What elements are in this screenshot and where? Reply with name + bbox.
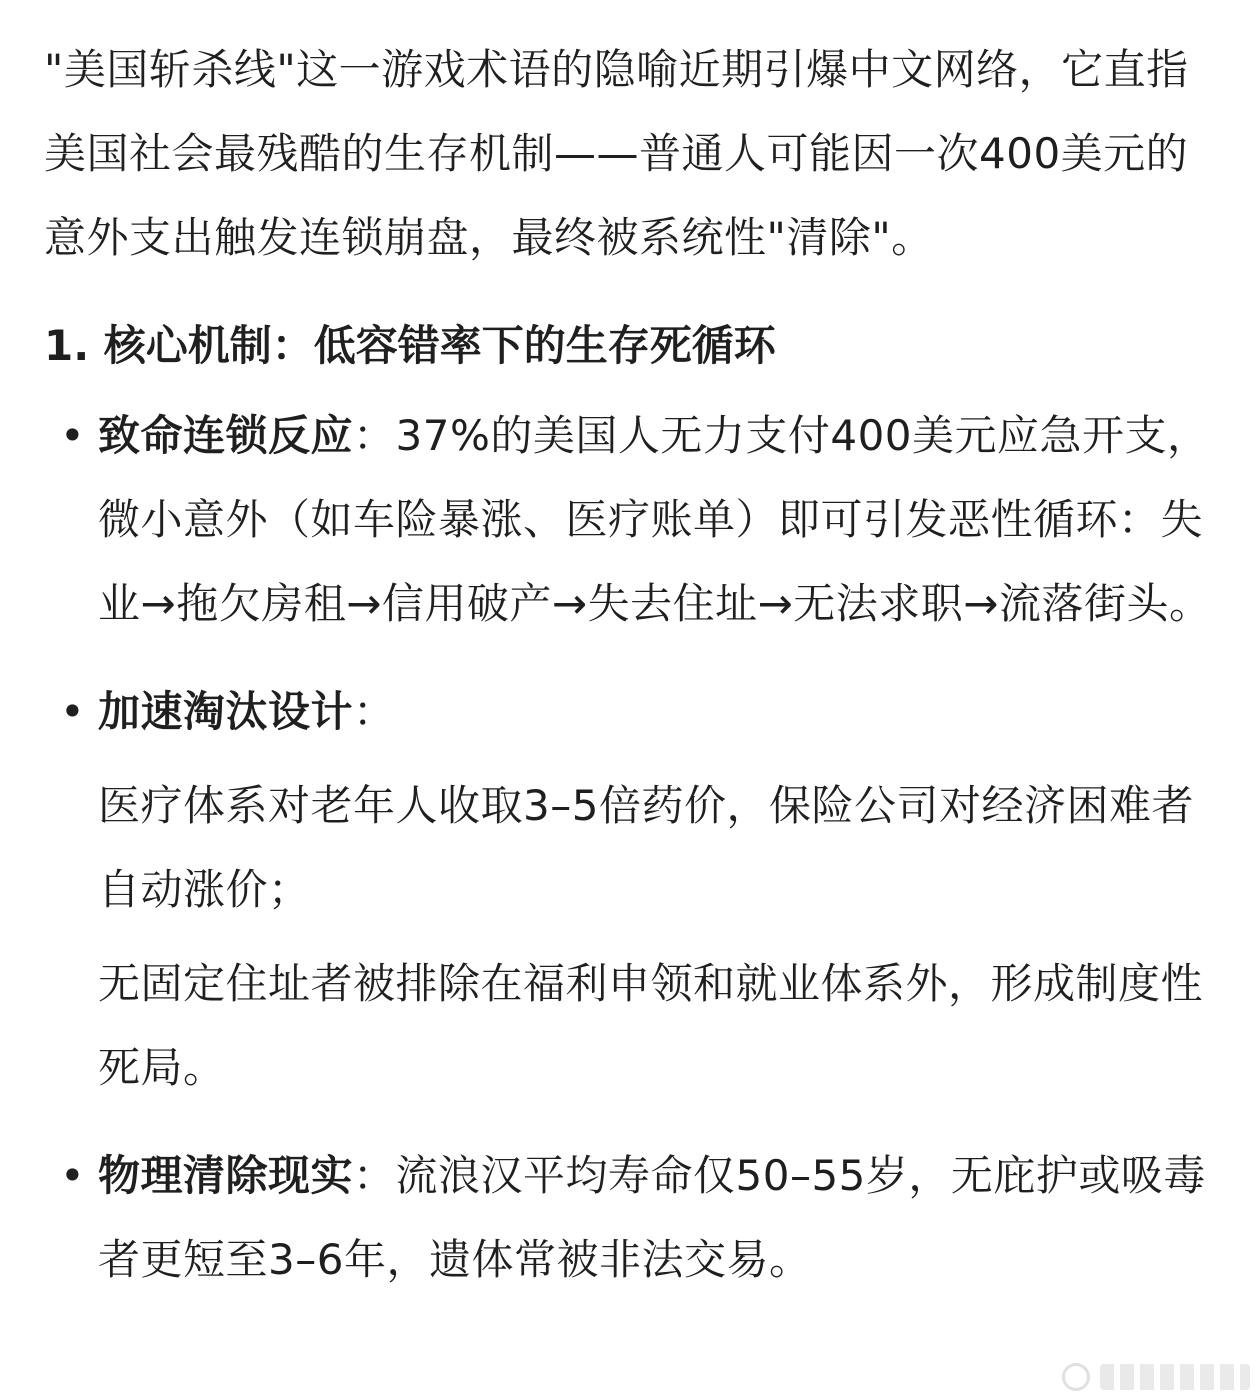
list-item-text [98, 670, 1214, 754]
list-item-physical-removal [44, 1134, 1214, 1302]
bullet-icon: • [60, 687, 85, 736]
watermark-handle-icon [1100, 1364, 1250, 1390]
list-item-subparagraph: 医疗体系对老年人收取3–5倍药价，保险公司对经济困难者自动涨价； [98, 781, 1194, 914]
list-item-text [98, 394, 1214, 646]
bullet-icon: • [60, 411, 85, 460]
list-item-body: ：37%的美国人无力支付400美元应急开支，微小意外（如车险暴涨、医疗账单）即可引发恶性循环：失业→拖欠房租→信用破产→失去住址→无法求职→流落街头。 [98, 411, 1212, 628]
watermark [1062, 1363, 1250, 1391]
section-heading: 1. 核心机制：低容错率下的生存死循环 [44, 321, 776, 370]
list-item-subparagraph: 无固定住址者被排除在福利申领和就业体系外，形成制度性死局。 [98, 959, 1204, 1092]
intro-paragraph: "美国斩杀线"这一游戏术语的隐喻近期引爆中文网络，它直指美国社会最残酷的生存机制——普通人可能因一次400美元的意外支出触发连锁崩盘，最终被系统性"清除"。 [44, 45, 1189, 262]
list-item-accelerated-elimination [44, 670, 1214, 1110]
list-item-term: 加速淘汰设计 [98, 687, 354, 736]
list-item-text [98, 1134, 1214, 1302]
article-body [44, 28, 1214, 1326]
bullet-icon: • [60, 1151, 85, 1200]
list-item-body: ：流浪汉平均寿命仅50–55岁，无庇护或吸毒者更短至3–6年，遗体常被非法交易。 [98, 1151, 1206, 1284]
bullet-list [44, 394, 1214, 1302]
weibo-logo-icon [1062, 1363, 1090, 1391]
list-item-chain-reaction [44, 394, 1214, 646]
list-item-term: 致命连锁反应 [98, 411, 354, 460]
list-item-body: ： [353, 687, 396, 736]
list-item-term: 物理清除现实 [98, 1151, 354, 1200]
